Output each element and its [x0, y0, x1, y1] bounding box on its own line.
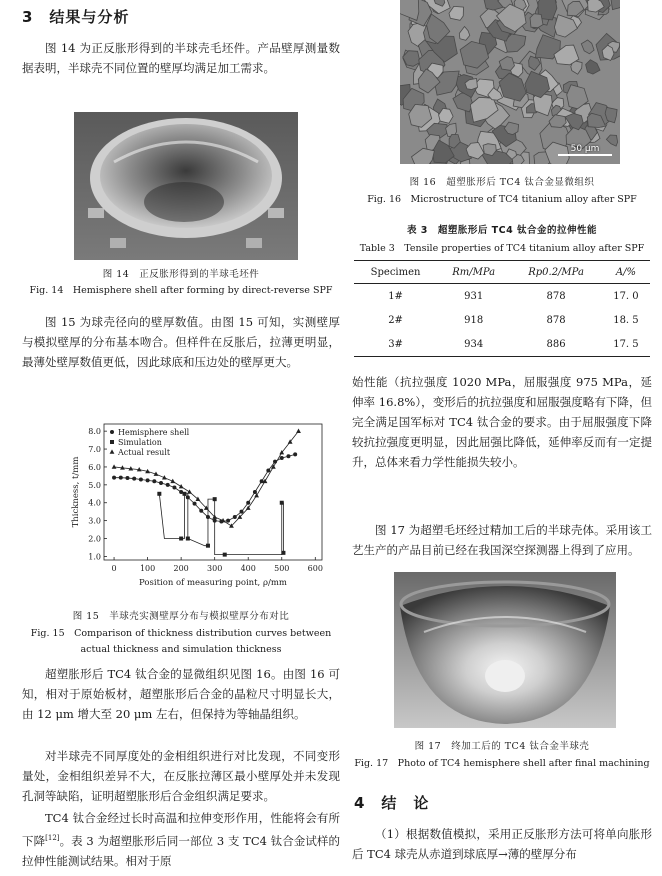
table-cell: 931: [464, 290, 484, 302]
x-tick-label: 600: [307, 564, 323, 573]
data-point: [199, 509, 203, 513]
data-point: [152, 479, 156, 483]
table-cell: 886: [510, 332, 602, 357]
section-3-heading: 3 结果与分析: [22, 8, 130, 26]
x-axis-label: Position of measuring point, ρ/mm: [139, 578, 287, 588]
table-cell: 934: [437, 332, 510, 357]
data-point: [110, 449, 115, 453]
col-header-elongation: A/%: [602, 261, 650, 284]
y-tick-label: 5.0: [88, 480, 101, 490]
data-point: [293, 452, 297, 456]
fig15-caption-cn: 图 15 半球壳实测壁厚分布与模拟壁厚分布对比: [72, 611, 290, 622]
data-point: [233, 515, 237, 519]
data-point: [139, 477, 143, 481]
table-cell: 1#: [388, 290, 403, 302]
table3-title-en: Table 3 Tensile properties of TC4 titanium alloy after SPF: [359, 243, 645, 254]
grain: [611, 0, 620, 10]
x-tick-label: 200: [173, 564, 189, 573]
fig15-caption-en-line2: actual thickness and simulation thickness: [80, 644, 282, 655]
data-point: [213, 497, 217, 501]
data-point: [296, 429, 301, 433]
data-point: [193, 502, 197, 506]
scale-bar-label: 50 μm: [570, 144, 600, 154]
data-point: [157, 492, 161, 496]
col-header-specimen: Specimen: [354, 261, 437, 284]
series-simulation: [157, 492, 285, 557]
fig17-caption-en: Fig. 17 Photo of TC4 hemisphere shell after final machining: [354, 758, 650, 769]
legend-entry: Hemisphere shell: [118, 428, 190, 437]
table-row: [354, 308, 650, 332]
fig16-micrograph: [400, 0, 620, 164]
data-point: [172, 486, 176, 490]
paragraph-text-a: TC4 钛合金经过长时高温和拉伸变形作用，性能将会有所下降: [22, 811, 340, 848]
data-point: [182, 492, 186, 496]
col-header-rp02: Rp0.2/MPa: [510, 261, 602, 284]
finished-shell-image: [394, 572, 616, 728]
data-point: [226, 519, 230, 523]
data-point: [281, 551, 285, 555]
paragraph-fig17-intro: 图 17 为超塑毛坯经过精加工后的半球壳体。采用该工艺生产的产品目前已经在我国深空探测器上得到了应用。: [352, 523, 652, 557]
legend-entry: Simulation: [118, 438, 162, 447]
section-4-heading: 4 结 论: [354, 794, 430, 812]
reference-12: [12]: [45, 834, 60, 842]
microstructure-image: [400, 0, 620, 164]
chart-legend: [110, 428, 190, 457]
y-tick-label: 2.0: [88, 534, 101, 544]
y-tick-label: 4.0: [88, 498, 101, 508]
y-tick-label: 7.0: [88, 445, 101, 455]
legend-entry: Actual result: [118, 448, 171, 457]
data-point: [166, 483, 170, 487]
series-hemisphere-shell: [112, 452, 297, 523]
data-point: [119, 476, 123, 480]
col-header-rm: Rm/MPa: [437, 261, 510, 284]
table-cell: 18. 5: [613, 314, 639, 326]
data-point: [179, 537, 183, 541]
fig14-caption-cn: 图 14 正反胀形得到的半球毛坯件: [102, 269, 260, 280]
paragraph-text-b: 。表 3 为超塑胀形后同一部位 3 支 TC4 钛合金试样的拉伸性能测试结果。相对于原: [22, 833, 341, 868]
data-point: [132, 477, 136, 481]
data-point: [159, 481, 163, 485]
table-header-row: [354, 261, 650, 284]
data-point: [125, 476, 129, 480]
y-tick-label: 3.0: [88, 516, 101, 526]
fig17-caption-cn: 图 17 终加工后的 TC4 钛合金半球壳: [414, 741, 590, 752]
y-axis-label: Thickness, t/mm: [71, 456, 81, 528]
data-point: [253, 490, 257, 494]
data-point: [280, 456, 284, 460]
table3-title-cn: 表 3 超塑胀形后 TC4 钛合金的拉伸性能: [406, 225, 598, 236]
data-point: [112, 464, 117, 468]
fig16-caption-cn: 图 16 超塑胀形后 TC4 钛合金显微组织: [409, 177, 595, 188]
x-tick-label: 500: [274, 564, 290, 573]
x-tick-label: 300: [207, 564, 223, 573]
paragraph-conclusion-1: （1）根据数值模拟，采用正反胀形方法可将单向胀形后 TC4 球壳从赤道到球底厚→薄的壁厚分布: [352, 827, 652, 861]
thickness-chart: [58, 418, 338, 600]
y-tick-label: 1.0: [88, 552, 101, 562]
paragraph-fig15-intro: 图 15 为球壳径向的壁厚数值。由图 15 可知，实测壁厚与模拟壁厚的分布基本吻合。但样件在反胀后，拉薄更明显，最薄处壁厚数值更低，因此球底和压边处的壁厚更大。: [22, 315, 340, 369]
data-point: [179, 484, 184, 488]
data-point: [110, 430, 114, 434]
paragraph-tensile-results: 始性能（抗拉强度 1020 MPa，屈服强度 975 MPa，延伸率 16.8%），变形后的抗拉强度和屈服强度略有下降，但完全满足国军标对 TC4 钛合金的要求。由于屈服强度下降较抗拉强度更明显，因此屈强比降低，延伸率反而有一定提升，总体来看力学性能损失较小。: [352, 375, 652, 469]
data-point: [206, 544, 210, 548]
scale-bar: [558, 144, 612, 156]
data-point: [187, 489, 192, 493]
paragraph-microstructure: 对半球壳不同厚度处的金相组织进行对比发现，不同变形量处，金相组织差异不大，在反胀拉薄区最小壁厚处并未发现孔洞等缺陷，证明超塑胀形后合金组织满足要求。: [22, 749, 340, 803]
table-cell: 17. 0: [613, 290, 639, 302]
fig16-caption-en: Fig. 16 Microstructure of TC4 titanium alloy after SPF: [367, 194, 637, 205]
hemisphere-blank-image: [74, 112, 298, 260]
table-cell: 918: [464, 314, 484, 326]
table-cell: 878: [546, 290, 566, 302]
data-point: [223, 553, 227, 557]
series-line: [159, 494, 283, 555]
paragraph-tensile-intro: [22, 808, 340, 871]
table-cell: 2#: [388, 314, 403, 326]
data-point: [112, 476, 116, 480]
x-tick-label: 100: [139, 564, 156, 573]
table-cell: 17. 5: [602, 332, 650, 357]
x-tick-label: 0: [111, 564, 117, 573]
x-tick-label: 400: [240, 564, 256, 573]
data-point: [246, 501, 250, 505]
data-point: [266, 469, 270, 473]
data-point: [146, 478, 150, 482]
data-point: [240, 510, 244, 514]
data-point: [110, 440, 114, 444]
grain: [530, 14, 543, 28]
data-point: [186, 537, 190, 541]
fig14-photo: [74, 112, 298, 260]
paragraph-fig16-intro: 超塑胀形后 TC4 钛合金的显微组织见图 16。由图 16 可知，相对于原始板材，超塑胀形后合金的晶粒尺寸明显长大，由 12 μm 增大至 20 μm 左右，但保持为等轴晶组织。: [22, 667, 340, 721]
table-row: [354, 284, 650, 309]
table-cell: 878: [546, 314, 566, 326]
data-point: [286, 454, 290, 458]
y-tick-label: 8.0: [88, 427, 101, 437]
fig17-photo: [394, 572, 616, 728]
paragraph-fig14-intro: 图 14 为正反胀形得到的半球壳毛坯件。产品壁厚测量数据表明，半球壳不同位置的壁厚均满足加工需求。: [22, 41, 340, 75]
table-row: [354, 332, 650, 357]
tensile-table: [354, 260, 650, 357]
fig15-caption-en-line1: Fig. 15 Comparison of thickness distribution curves between: [30, 628, 332, 639]
y-tick-label: 6.0: [88, 462, 101, 472]
table-cell: 3#: [354, 332, 437, 357]
series-line: [114, 454, 295, 521]
data-point: [280, 501, 284, 505]
fig14-caption-en: Fig. 14 Hemisphere shell after forming by direct-reverse SPF: [29, 285, 333, 296]
